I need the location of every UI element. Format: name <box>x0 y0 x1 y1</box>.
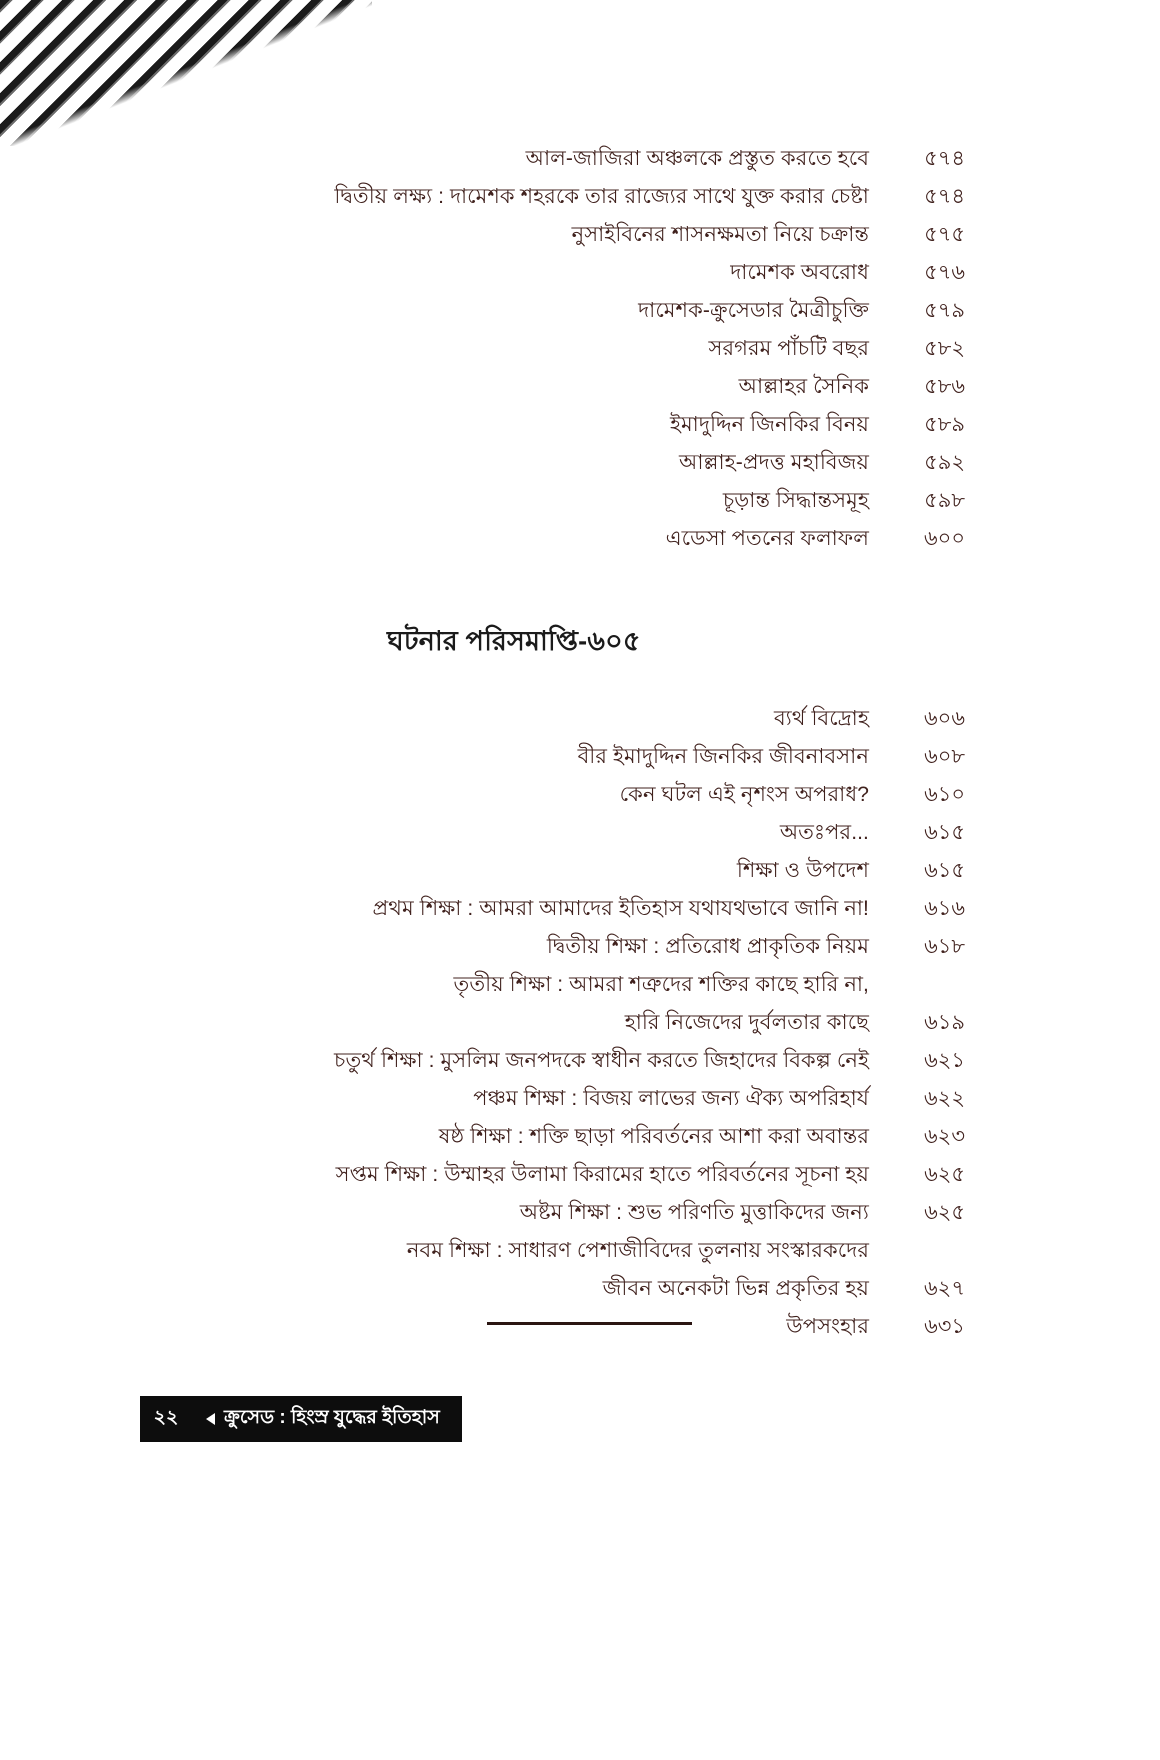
toc-entry-page-number: ৫৮২ <box>924 337 965 360</box>
toc-entry[interactable] <box>175 814 965 851</box>
toc-entry[interactable] <box>175 700 965 737</box>
toc-entry-page-number: ৬২৫ <box>924 1201 965 1224</box>
toc-entry-page-number: ৫৭৬ <box>924 261 965 284</box>
toc-entry-title: নবম শিক্ষা : সাধারণ পেশাজীবিদের তুলনায় সংস্কারকদের <box>406 1239 869 1262</box>
toc-entry-title: ইমাদুদ্দিন জিনকির বিনয় <box>669 413 869 436</box>
toc-entry-title: সরগরম পাঁচটি বছর <box>708 337 869 360</box>
toc-entry-page-number: ৬১৫ <box>924 859 965 882</box>
toc-entry-title: চূড়ান্ত সিদ্ধান্তসমূহ <box>722 489 869 512</box>
toc-entry-page-number: ৬২১ <box>924 1049 965 1072</box>
toc-entry-title: ষষ্ঠ শিক্ষা : শক্তি ছাড়া পরিবর্তনের আশা করা অবান্তর <box>438 1125 869 1148</box>
toc-entry-page-number: ৬২৩ <box>924 1125 965 1148</box>
toc-entry-page-number: ৬২৫ <box>924 1163 965 1186</box>
toc-entry-page-number: ৫৭৪ <box>924 147 965 170</box>
toc-entry-title: প্রথম শিক্ষা : আমরা আমাদের ইতিহাস যথাযথভাবে জানি না! <box>372 897 869 920</box>
toc-entry[interactable] <box>175 444 965 481</box>
section-heading-wrapper <box>175 618 965 664</box>
toc-entry[interactable] <box>175 140 965 177</box>
toc-entry-title: অতঃপর... <box>779 821 869 844</box>
toc-entry-page-number: ৬১৮ <box>924 935 965 958</box>
toc-entry[interactable] <box>175 1080 965 1117</box>
page-footer <box>140 1396 462 1442</box>
toc-entry-page-number: ৬১৫ <box>924 821 965 844</box>
folio-number: ২২ <box>140 1396 192 1442</box>
toc-entry-title: উপসংহার <box>786 1315 869 1338</box>
toc-entry-page-number: ৫৮৯ <box>924 413 965 436</box>
toc-entry-title: দামেশক-ক্রুসেডার মৈত্রীচুক্তি <box>638 299 869 322</box>
toc-entry[interactable] <box>175 1118 965 1155</box>
toc-entry-title: দ্বিতীয় শিক্ষা : প্রতিরোধ প্রাকৃতিক নিয়ম <box>546 935 869 958</box>
toc-entry[interactable] <box>175 1232 965 1269</box>
toc-entry-title: ব্যর্থ বিদ্রোহ <box>773 707 869 730</box>
toc-entry[interactable] <box>175 776 965 813</box>
caret-left-icon <box>206 1413 215 1425</box>
toc-entry-title: শিক্ষা ও উপদেশ <box>736 859 869 882</box>
diagonal-stripes-decoration <box>0 0 372 146</box>
toc-entry[interactable] <box>175 178 965 215</box>
toc-section-two <box>175 700 965 1346</box>
horizontal-divider <box>487 1322 692 1325</box>
toc-entry[interactable] <box>175 1042 965 1079</box>
toc-entry[interactable] <box>175 1308 965 1345</box>
footer-book-title: ক্রুসেড : হিংস্র যুদ্ধের ইতিহাস <box>224 1407 440 1428</box>
toc-entry[interactable] <box>175 928 965 965</box>
toc-entry-page-number: ৬০৮ <box>924 745 965 768</box>
toc-entry-page-number: ৬১৯ <box>924 1011 965 1034</box>
toc-entry[interactable] <box>175 966 965 1003</box>
footer-book-title-tab <box>192 1396 462 1442</box>
toc-entry-page-number: ৬০০ <box>924 527 965 550</box>
toc-entry[interactable] <box>175 292 965 329</box>
toc-entry-title: কেন ঘটল এই নৃশংস অপরাধ? <box>619 783 869 806</box>
toc-entry-title: দামেশক অবরোধ <box>730 261 869 284</box>
toc-entry-page-number: ৬১৬ <box>924 897 965 920</box>
toc-entry-title: অষ্টম শিক্ষা : শুভ পরিণতি মুত্তাকিদের জন্য <box>519 1201 869 1224</box>
toc-entry[interactable] <box>175 254 965 291</box>
toc-entry[interactable] <box>175 738 965 775</box>
toc-entry-page-number: ৫৯২ <box>924 451 965 474</box>
toc-entry-page-number: ৬০৬ <box>924 707 965 730</box>
toc-entry[interactable] <box>175 406 965 443</box>
toc-entry[interactable] <box>175 1194 965 1231</box>
toc-entry-title: আল্লাহর সৈনিক <box>738 375 869 398</box>
toc-entry-title: আল-জাজিরা অঞ্চলকে প্রস্তুত করতে হবে <box>525 147 869 170</box>
toc-entry[interactable] <box>175 330 965 367</box>
toc-entry-title: জীবন অনেকটা ভিন্ন প্রকৃতির হয় <box>602 1277 869 1300</box>
toc-entry-title: সপ্তম শিক্ষা : উম্মাহর উলামা কিরামের হাতে পরিবর্তনের সূচনা হয় <box>335 1163 869 1186</box>
toc-entry-title: চতুর্থ শিক্ষা : মুসলিম জনপদকে স্বাধীন করতে জিহাদের বিকল্প নেই <box>334 1049 869 1072</box>
toc-entry-title: পঞ্চম শিক্ষা : বিজয় লাভের জন্য ঐক্য অপরিহার্য <box>473 1087 869 1110</box>
toc-entry-title: হারি নিজেদের দুর্বলতার কাছে <box>624 1011 869 1034</box>
toc-entry-title: নুসাইবিনের শাসনক্ষমতা নিয়ে চক্রান্ত <box>571 223 869 246</box>
toc-entry-page-number: ৫৭৪ <box>924 185 965 208</box>
toc-entry[interactable] <box>175 520 965 557</box>
toc-entry[interactable] <box>175 1270 965 1307</box>
toc-entry-page-number: ৫৭৫ <box>924 223 965 246</box>
footer-spine <box>140 1396 192 1760</box>
toc-entry-page-number: ৫৮৬ <box>924 375 965 398</box>
toc-entry-page-number: ৬৩১ <box>924 1315 965 1338</box>
toc-entry-page-number: ৬১০ <box>924 783 965 806</box>
toc-entry-title: দ্বিতীয় লক্ষ্য : দামেশক শহরকে তার রাজ্যের সাথে যুক্ত করার চেষ্টা <box>334 185 869 208</box>
toc-entry-title: এডেসা পতনের ফলাফল <box>665 527 869 550</box>
toc-section-one <box>175 140 965 558</box>
toc-entry[interactable] <box>175 890 965 927</box>
toc-entry[interactable] <box>175 482 965 519</box>
section-heading: ঘটনার পরিসমাপ্তি-৬০৫ <box>387 626 641 656</box>
toc-entry-page-number: ৬২২ <box>924 1087 965 1110</box>
toc-entry[interactable] <box>175 1156 965 1193</box>
toc-entry[interactable] <box>175 368 965 405</box>
toc-entry-title: তৃতীয় শিক্ষা : আমরা শত্রুদের শক্তির কাছে হারি না, <box>453 973 869 996</box>
toc-entry-page-number: ৬২৭ <box>924 1277 965 1300</box>
toc-entry-page-number: ৫৭৯ <box>924 299 965 322</box>
toc-entry-title: বীর ইমাদুদ্দিন জিনকির জীবনাবসান <box>577 745 869 768</box>
toc-entry[interactable] <box>175 1004 965 1041</box>
toc-entry-title: আল্লাহ-প্রদত্ত মহাবিজয় <box>678 451 869 474</box>
toc-entry[interactable] <box>175 216 965 253</box>
toc-entry-page-number: ৫৯৮ <box>924 489 965 512</box>
toc-entry[interactable] <box>175 852 965 889</box>
